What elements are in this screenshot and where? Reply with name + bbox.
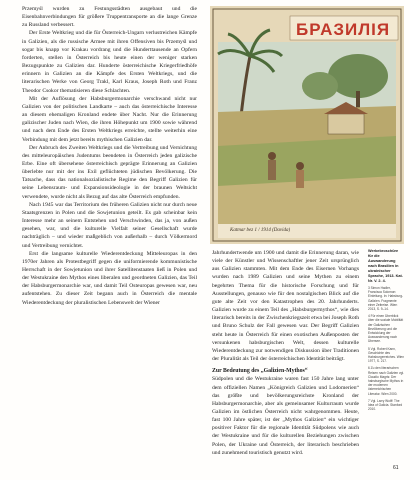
paragraph: Nach 1945 war das Territorium des früheren Galizien nicht nur durch neue Staatsgrenzen in Polen und die Sowjetunion geteilt. Es gab scheinbar kein Interesse mehr an seinem Entstehen und Verschwinden, das ja, von außen gesehen, war, und die kulturelle Vielfalt seiner Gesellschaft wurde nachträglich – und wieder maßgeblich von außerhalb – durch Völkermord und Vertreibung vernichtet.	[22, 201, 197, 249]
paragraph: Der Anbruch des Zweiten Weltkriegs und die Vertreibung und Vernichtung des mitteleuropäischen Judentums beendeten in Österreich jeden galizische Erbe. Eine oft übersehene österreichisch geprägte Erinnerung an Galizien überlebte nur mit der ins Exil geflüchteten jüdischen Bevölkerung. Die Tatsache, dass das nationalsozialistische Regime den Begriff Galizien für seine Lebensraum- und Expansionsideologie in der braunen Weltsicht verwendete, wurde nicht als Bezug auf das alte Österreich empfunden.	[22, 144, 197, 200]
paragraph: Mit der Auflösung der Habsburgermonarchie verschwand nicht nur Galizien von der politischen Landkarte – auch das österreichische Interesse an diesem ehemaligen Kronland endete über Nacht. Nur die Erinnerung galizischer Juden nach Wien, die ihren Höhepunkt um 1900 sowie während und nach dem Ende des Ersten Weltkriegs erreichte, stellte weiterhin eine Verbindung mit dem jetzt bereits mythischen Galizien dar.	[22, 95, 197, 143]
image-caption: Werbebroschüre für die Auswanderung nach Brasilien in ukrainischer Sprache, 1913. Kat. Nr. V. 2. 4.	[368, 249, 403, 283]
paragraph: Der Erste Weltkrieg und die für Österreich-Ungarn verlustreichen Kämpfe in Galizien, als die russische Armee mit ihren Offensiven bis Przemyśl und sogar bis knapp vor Krakau vordrang und die Hunderttausende an Opfern forderten, stellen in Österreich bis heute einen der weniger starken Bezugspunkte zu Galizien dar. Hunderte österreichische Kriegerfriedhöfe erinnern in Galizien an die Kämpfe des Ersten Weltkriegs, und die literarischen Werke von Georg Trakl, Karl Kraus, Joseph Roth und Franz Theodor Csokor thematisieren diese Schlachten.	[22, 30, 197, 94]
paragraph: Przemyśl wurden zu Festungsstädten ausgebaut und die Eisenbahnverbindungen für größere Truppentransporte an die lange Grenze zu Russland verbessert.	[22, 6, 197, 29]
brazil-emigration-poster	[210, 6, 404, 244]
paragraph: Erst die langsame kulturelle Wiederentdeckung Mitteleuropas in den 1970er Jahren als Protestbegriff gegen die uniformierende kommunistische Herrschaft in der Sowjetunion und ihrer Satellitenstaaten ließ in Polen und der Westukraine den Mythos eines liberalen und geordneten Galizien, das Teil der Habsburgermonarchie war, und damit Teil Osteuropas gewesen war, neu aufentstehen. Zu dieser Zeit begann auch in Österreich die mentale Wiederentdeckung der pluralistischen Lebenswelt der Wiener	[22, 250, 197, 306]
poster-illustration	[210, 6, 404, 244]
sidebar-notes	[368, 249, 404, 414]
paragraph: Südpolen und die Westukraine waren fast 150 Jahre lang unter dem offiziellen Namen „Königreich Galizien und Lodomerien“ das größte und bevölkerungsreichste Kronland der Habsburgermonarchie, aber als gemeinsamer Kulturraum wurde Galizien im östlichen Österreich nicht wahrgenommen. Heute, fast 100 Jahre später, ist der „Mythos Galizien“ ein wichtiger positiver Faktor für die regionale Identität Südpolens wie auch der Westukraine und für die kulturellen Beziehungen zwischen Polen, der Ukraine und Österreich, der literarisch beschrieben und zunehmend touristisch genutzt wird.	[212, 376, 359, 456]
footnote: 3 Simon Hadler, Francisca Solomon: Einleitung. In: Habsburg-Galizien. Fragmente einer Zeitreise. Wien 2013, S. 9–14.	[368, 286, 404, 312]
poster-title: БРАЗИЛІЯ	[296, 20, 391, 39]
paragraph: Jahrhundertwende um 1900 und damit die Erinnerung daran, wie viele der Künstler und Wissenschaftler jener Zeit ursprünglich aus Galizien stammten. Mit dem Ende des Eisernen Vorhangs wurden nach 1989 Galizien und seine Mythen zu einem begehrten Thema für die historische Forschung und für Ausstellungen, genauso wie für den nostalgischen Blick auf die gute alte Zeit vor den Katastrophen des 20. Jahrhunderts. Galizien wurde zu einem Teil des „Habsburgermythos“, wie dies literarisch bereits in der Zwischenkriegszeit etwa bei Joseph Roth und Bruno Schulz der Fall gewesen war. Der Begriff Galizien steht heute in Österreich für einen exotischen Außenposten der versunkenen habsburgischen Welt, dessen kulturelle Wiederentdeckung zur notwendigen Diskussion über Traditionen der Pluralität als Teil der österreichischen Identität beiträgt.	[212, 250, 359, 363]
footnote: 7 Vgl. Larry Wolff: The Idea of Galicia. Stanford 2010.	[368, 398, 403, 412]
middle-text-column	[212, 249, 359, 457]
footnote: 5 Vgl. Robert Kann, Geschichte des Habsburgerreiches. Wien 1977, S. 217.	[368, 346, 404, 364]
footnote: 6 Zu den literarischen Reisen nach Galizien vgl. Claudio Magris: Der habsburgische Mythos in der modernen österreichischen Literatur. Wien 2000.	[368, 366, 404, 396]
section-heading: Zur Bedeutung des „Galizien-Mythos“	[212, 368, 308, 375]
footnotes	[368, 286, 404, 411]
page-number: 61	[393, 465, 399, 471]
left-text-column	[22, 5, 197, 307]
footnote: 4 Für einen Überblick über die soziale Mobilität der Galizischen Bevölkerung und die Entwicklung der Auswanderung nach Übersee.	[368, 314, 404, 344]
poster-handwritten-caption: Katmar bez 1 / 1914 (Davida)	[230, 228, 291, 233]
